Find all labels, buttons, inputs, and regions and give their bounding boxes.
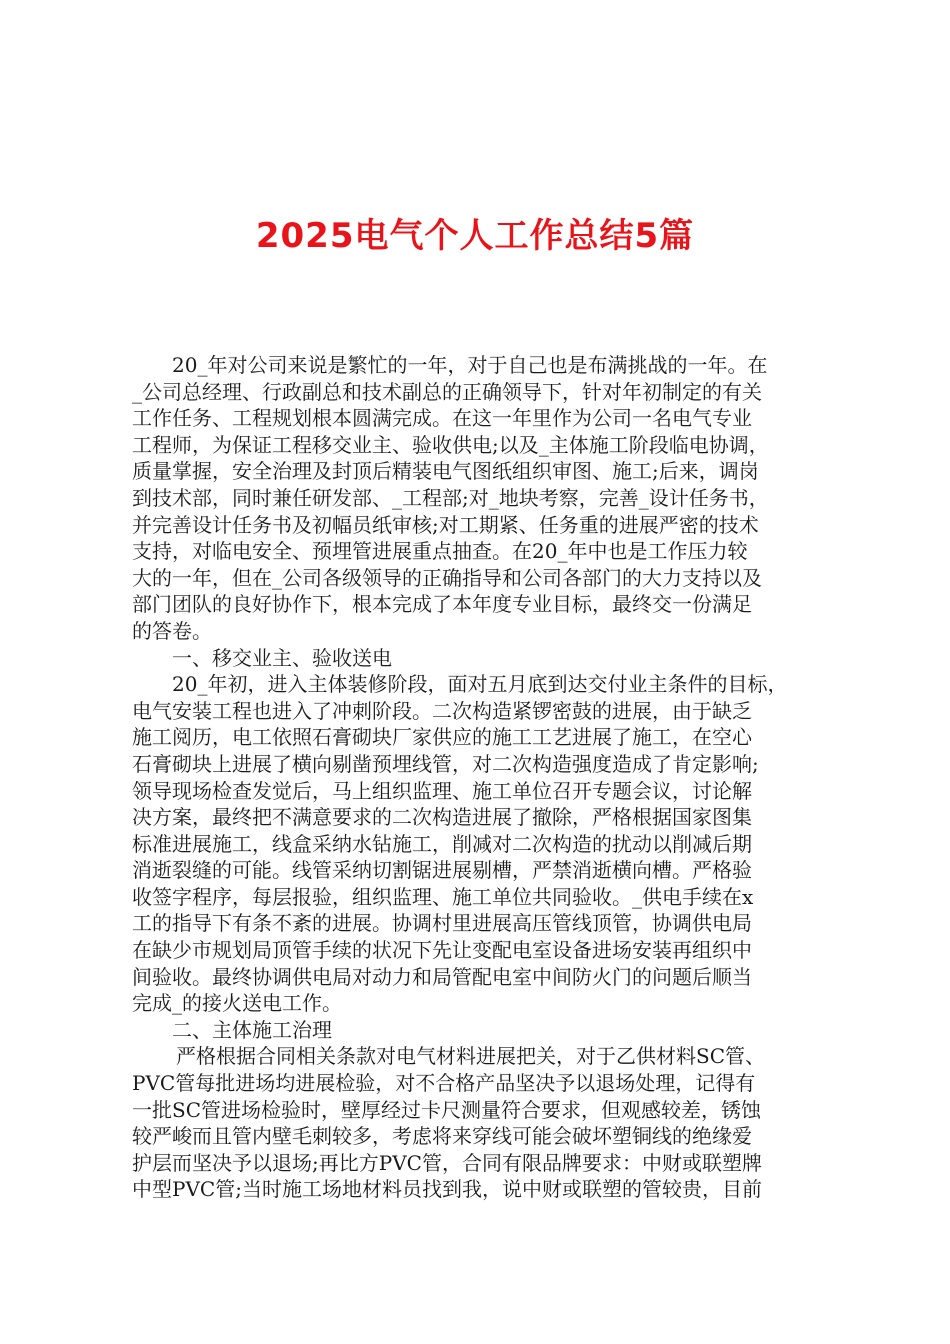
document-title: 2025电气个人工作总结5篇 — [255, 216, 695, 256]
body-line: 消逝裂缝的可能。线管采纳切割锯进展剔槽，严禁消逝横向槽。严格验 — [132, 858, 752, 883]
body-line: 大的一年，但在_公司各级领导的正确指导和公司各部门的大力支持以及 — [132, 565, 762, 590]
body-line: 20_年初，进入主体装修阶段，面对五月底到达交付业主条件的目标， — [172, 672, 788, 697]
body-line: 领导现场检查发觉后，马上组织监理、施工单位召开专题会议，讨论解 — [132, 778, 752, 803]
body-line: 决方案，最终把不满意要求的二次构造进展了撤除，严格根据国家图集 — [132, 805, 752, 830]
body-line: 工程师，为保证工程移交业主、验收供电;以及_主体施工阶段临电协调， — [132, 432, 769, 457]
body-line: 20_年对公司来说是繁忙的一年，对于自己也是布满挑战的一年。在 — [172, 353, 768, 377]
body-line: 工的指导下有条不紊的进展。协调村里进展高压管线顶管，协调供电局 — [132, 911, 752, 936]
body-line: 到技术部，同时兼任研发部、_工程部;对_地块考察，完善_设计任务书， — [132, 485, 769, 510]
body-line: 收签字程序，每层报验，组织监理、施工单位共同验收。_供电手续在x — [132, 884, 754, 909]
body-line: 电气安装工程也进入了冲刺阶段。二次构造紧锣密鼓的进展，由于缺乏 — [132, 698, 752, 723]
body-line: 较严峻而且管内壁毛刺较多，考虑将来穿线可能会破坏塑铜线的绝缘爱 — [132, 1124, 752, 1149]
body-line: 间验收。最终协调供电局对动力和局管配电室中间防火门的问题后顺当 — [132, 964, 752, 989]
body-line: 护层而坚决予以退场;再比方PVC管，合同有限品牌要求：中财或联塑牌 — [132, 1150, 762, 1175]
body-line: 严格根据合同相关条款对电气材料进展把关，对于乙供材料SC管、 — [176, 1044, 766, 1069]
body-line: 施工阅历，电工依照石膏砌块厂家供应的施工工艺进展了施工，在空心 — [132, 725, 752, 750]
body-line: 并完善设计任务书及初幅员纸审核;对工期紧、任务重的进展严密的技术 — [132, 512, 759, 537]
body-line: PVC管每批进场均进展检验，对不合格产品坚决予以退场处理，记得有 — [132, 1071, 756, 1096]
body-line: 石膏砌块上进展了横向剔凿预埋线管，对二次构造强度造成了肯定影响; — [132, 751, 759, 776]
body-line: 部门团队的良好协作下，根本完成了本年度专业目标，最终交一份满足 — [132, 592, 752, 617]
body-line: 质量掌握，安全治理及封顶后精装电气图纸组织审图、施工;后来，调岗 — [132, 459, 759, 484]
body-line: 支持，对临电安全、预埋管进展重点抽查。在20_年中也是工作压力较 — [132, 539, 748, 564]
body-line: 一批SC管进场检验时，壁厚经过卡尺测量符合要求，但观感较差，锈蚀 — [132, 1097, 762, 1122]
section-heading: 二、主体施工治理 — [172, 1017, 332, 1042]
body-line: 完成_的接火送电工作。 — [132, 991, 342, 1016]
body-line: 在缺少市规划局顶管手续的状况下先让变配电室设备进场安装再组织中 — [132, 938, 752, 963]
body-line: _公司总经理、行政副总和技术副总的正确领导下，针对年初制定的有关 — [132, 379, 762, 404]
body-line: 的答卷。 — [132, 618, 212, 643]
section-heading: 一、移交业主、验收送电 — [172, 645, 392, 670]
body-line: 中型PVC管;当时施工场地材料员找到我，说中财或联塑的管较贵，目前 — [132, 1177, 762, 1202]
document-body — [132, 352, 822, 1203]
body-line: 标准进展施工，线盒采纳水钻施工，削减对二次构造的扰动以削减后期 — [132, 831, 752, 856]
body-line: 工作任务、工程规划根本圆满完成。在这一年里作为公司一名电气专业 — [132, 406, 752, 431]
